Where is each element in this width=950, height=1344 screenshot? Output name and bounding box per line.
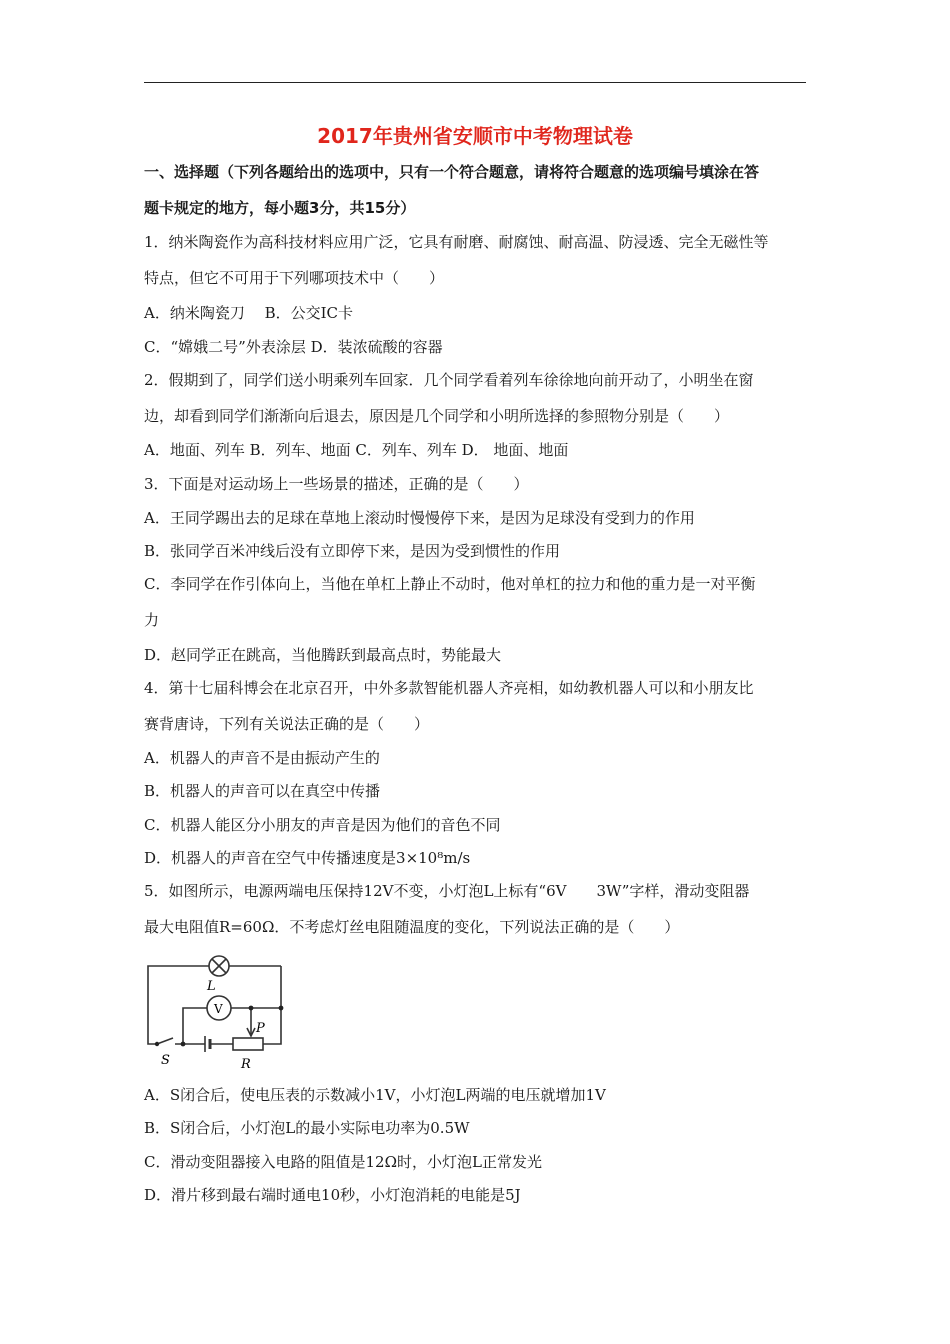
page-title: 2017年贵州省安顺市中考物理试卷 [317, 124, 633, 148]
q5-stem-line1: 5．如图所示，电源两端电压保持12V不变，小灯泡L上标有“6V 3W”字样，滑动变阻器 [144, 882, 750, 900]
q1-options-line1: A．纳米陶瓷刀 B．公交IC卡 [144, 304, 354, 322]
q4-option-b: B．机器人的声音可以在真空中传播 [144, 782, 381, 800]
resistor-symbol [233, 1038, 263, 1050]
q3-option-a: A．王同学踢出去的足球在草地上滚动时慢慢停下来，是因为足球没有受到力的作用 [144, 509, 695, 527]
q3-option-c-line1: C．李同学在作引体向上，当他在单杠上静止不动时，他对单杠的拉力和他的重力是一对平衡 [144, 575, 756, 593]
section-heading-line1: 一、选择题（下列各题给出的选项中，只有一个符合题意，请将符合题意的选项编号填涂在答 [144, 163, 760, 181]
q5-stem-line2: 最大电阻值R=60Ω．不考虑灯丝电阻随温度的变化，下列说法正确的是（ ） [144, 918, 680, 936]
q2-options: A．地面、列车 B．列车、地面 C．列车、列车 D． 地面、地面 [144, 441, 569, 459]
switch-blade [157, 1038, 173, 1044]
q2-stem-line1: 2．假期到了，同学们送小明乘列车回家．几个同学看着列车徐徐地向前开动了，小明坐在窗 [144, 371, 754, 389]
q1-options-line2: C．“嫦娥二号”外表涂层 D．装浓硫酸的容器 [144, 338, 443, 356]
section-heading-line2: 题卡规定的地方，每小题3分，共15分） [144, 199, 416, 217]
q4-option-d: D．机器人的声音在空气中传播速度是3×10⁸m/s [144, 849, 471, 867]
q3-option-d: D．赵同学正在跳高，当他腾跃到最高点时，势能最大 [144, 646, 502, 664]
q3-option-c-line2: 力 [144, 611, 160, 629]
header-rule [144, 82, 806, 83]
q4-option-c: C．机器人能区分小朋友的声音是因为他们的音色不同 [144, 816, 501, 834]
q5-option-a: A．S闭合后，使电压表的示数减小1V，小灯泡L两端的电压就增加1V [144, 1086, 606, 1104]
voltmeter-label: V [214, 1002, 223, 1016]
resistor-label: R [241, 1057, 251, 1072]
q4-stem-line2: 赛背唐诗，下列有关说法正确的是（ ） [144, 715, 430, 733]
q2-stem-line2: 边，却看到同学们渐渐向后退去，原因是几个同学和小明所选择的参照物分别是（ ） [144, 407, 730, 425]
circuit-diagram [143, 952, 293, 1074]
q4-stem-line1: 4．第十七届科博会在北京召开，中外多款智能机器人齐亮相，如幼教机器人可以和小朋友比 [144, 679, 754, 697]
switch-label: S [161, 1053, 170, 1068]
q4-option-a: A．机器人的声音不是由振动产生的 [144, 749, 380, 767]
q1-stem-line1: 1．纳米陶瓷作为高科技材料应用广泛，它具有耐磨、耐腐蚀、耐高温、防浸透、完全无磁性等 [144, 233, 769, 251]
lamp-label: L [207, 979, 216, 994]
slider-label: P [256, 1021, 265, 1036]
q1-stem-line2: 特点，但它不可用于下列哪项技术中（ ） [144, 269, 445, 287]
q3-option-b: B．张同学百米冲线后没有立即停下来，是因为受到惯性的作用 [144, 542, 561, 560]
q5-option-b: B．S闭合后，小灯泡L的最小实际电功率为0.5W [144, 1119, 470, 1137]
q3-stem: 3．下面是对运动场上一些场景的描述，正确的是（ ） [144, 475, 529, 493]
q5-option-d: D．滑片移到最右端时通电10秒，小灯泡消耗的电能是5J [144, 1186, 521, 1204]
q5-option-c: C．滑动变阻器接入电路的阻值是12Ω时，小灯泡L正常发光 [144, 1153, 542, 1171]
